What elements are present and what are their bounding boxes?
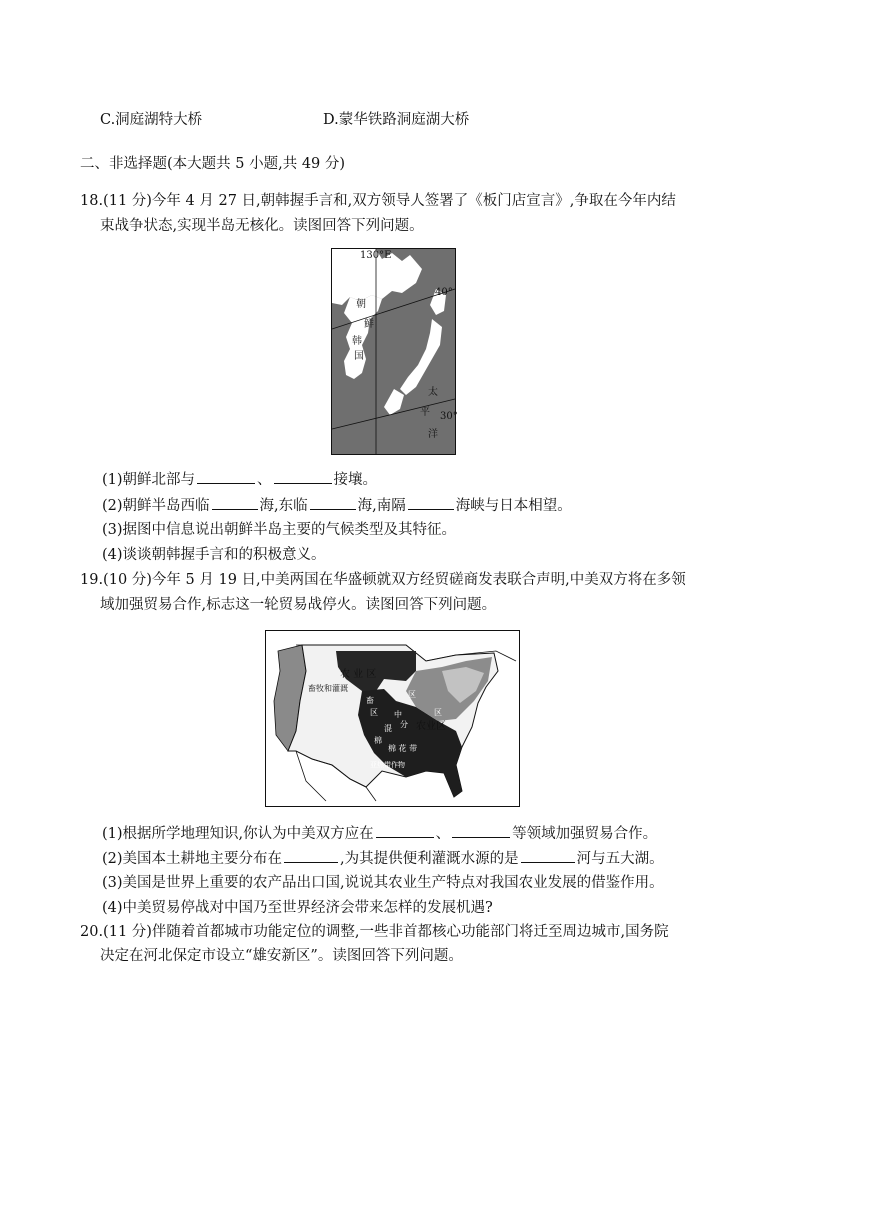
q19-sub2-text-a: (2)美国本土耕地主要分布在: [102, 851, 283, 867]
answer-blank[interactable]: [521, 848, 575, 863]
option-d: D.蒙华铁路洞庭湖大桥: [323, 112, 470, 128]
map-label-yang: 洋: [428, 429, 438, 440]
map-label-guo: 国: [354, 351, 364, 362]
map-lat40-label: 40°: [435, 287, 453, 298]
q18-sub2-text-c: 海,南隔: [357, 498, 406, 514]
usa-map-label-xumu: 畜牧和灌溉: [308, 684, 348, 693]
q19-sub2-text-c: 河与五大湖。: [576, 851, 664, 867]
answer-blank[interactable]: [284, 848, 338, 863]
usa-map-label-bu2: 区: [408, 690, 416, 699]
answer-blank[interactable]: [408, 495, 454, 510]
q18-sub4: (4)谈谈朝韩握手言和的积极意义。: [102, 547, 326, 563]
answer-blank[interactable]: [376, 823, 434, 838]
q20-stem-line1: 20.(11 分)伴随着首都城市功能定位的调整,一些非首都核心功能部门将迁至周边城市,国务院: [80, 924, 669, 940]
answer-blank[interactable]: [212, 495, 258, 510]
usa-map-label-nongye: 农 业 区: [340, 669, 377, 680]
usa-map-label-chu: 畜: [366, 696, 374, 705]
usa-map-label-nongyequ: 农业区: [416, 721, 446, 732]
q19-sub1-text-a: (1)根据所学地理知识,你认为中美双方应在: [102, 826, 374, 842]
q18-sub2-text-b: 海,东临: [259, 498, 308, 514]
q19-stem-line1: 19.(10 分)今年 5 月 19 日,中美两国在华盛顿就双方经贸磋商发表联合声明,中美双方将在多领: [80, 572, 686, 588]
q18-stem-line2: 束战争状态,实现半岛无核化。读图回答下列问题。: [100, 218, 424, 234]
q18-stem-line1: 18.(11 分)今年 4 月 27 日,朝韩握手言和,双方领导人签署了《板门店宣言》,争取在今年内结: [80, 193, 676, 209]
map-label-chao: 朝: [356, 299, 366, 310]
q18-sub1-text-c: 接壤。: [333, 472, 378, 488]
usa-map-label-shou: 混: [384, 724, 392, 733]
q18-sub2: [102, 495, 572, 516]
usa-map-label-bu3: 区: [434, 708, 442, 717]
usa-agriculture-map: [265, 630, 520, 807]
q18-sub1-text-a: (1)朝鲜北部与: [102, 472, 196, 488]
q18-sub1-text-b: 、: [257, 472, 272, 488]
q19-sub1-text-b: 、: [435, 826, 451, 842]
q19-sub2-text-b: ,为其提供便利灌溉水源的是: [340, 851, 519, 867]
usa-map-label-zhong: 中: [394, 710, 402, 719]
q18-sub3: (3)据图中信息说出朝鲜半岛主要的气候类型及其特征。: [102, 522, 457, 538]
usa-map-label-fen: 分: [400, 720, 408, 729]
q19-sub2: [102, 848, 664, 869]
usa-map-label-mian: 棉: [374, 736, 382, 745]
usa-map-label-bu1: 区: [370, 708, 378, 717]
map-lat30-label: 30°: [440, 411, 458, 422]
q19-stem-line2: 域加强贸易合作,标志这一轮贸易战停火。读图回答下列问题。: [100, 597, 497, 613]
map-label-han: 韩: [352, 336, 362, 347]
q19-sub1: [102, 823, 657, 844]
q19-sub3: (3)美国是世界上重要的农产品出口国,说说其农业生产特点对我国农业发展的借鉴作用。: [102, 875, 664, 891]
usa-map-label-kuang: 棉 花 带: [388, 744, 418, 753]
option-c: C.洞庭湖特大桥: [100, 112, 203, 128]
map-label-ping: 平: [420, 407, 430, 418]
q19-sub4: (4)中美贸易停战对中国乃至世界经济会带来怎样的发展机遇?: [102, 900, 493, 916]
answer-blank[interactable]: [310, 495, 356, 510]
section-heading: 二、非选择题(本大题共 5 小题,共 49 分): [80, 156, 346, 172]
korea-peninsula-map: [331, 248, 456, 455]
q18-sub2-text-a: (2)朝鲜半岛西临: [102, 498, 210, 514]
map-lon-label: 130°E: [360, 250, 392, 261]
map-label-xian: 鲜: [364, 319, 374, 330]
q19-sub1-text-c: 等领域加强贸易合作。: [512, 826, 658, 842]
usa-map-label-zheng: 亚热带作物: [370, 761, 405, 769]
answer-blank[interactable]: [452, 823, 510, 838]
answer-blank[interactable]: [197, 469, 255, 484]
q20-stem-line2: 决定在河北保定市设立“雄安新区”。读图回答下列问题。: [100, 948, 463, 964]
answer-blank[interactable]: [274, 469, 332, 484]
map-label-tai: 太: [428, 387, 438, 398]
q18-sub2-text-d: 海峡与日本相望。: [455, 498, 572, 514]
q18-sub1: [102, 469, 377, 490]
